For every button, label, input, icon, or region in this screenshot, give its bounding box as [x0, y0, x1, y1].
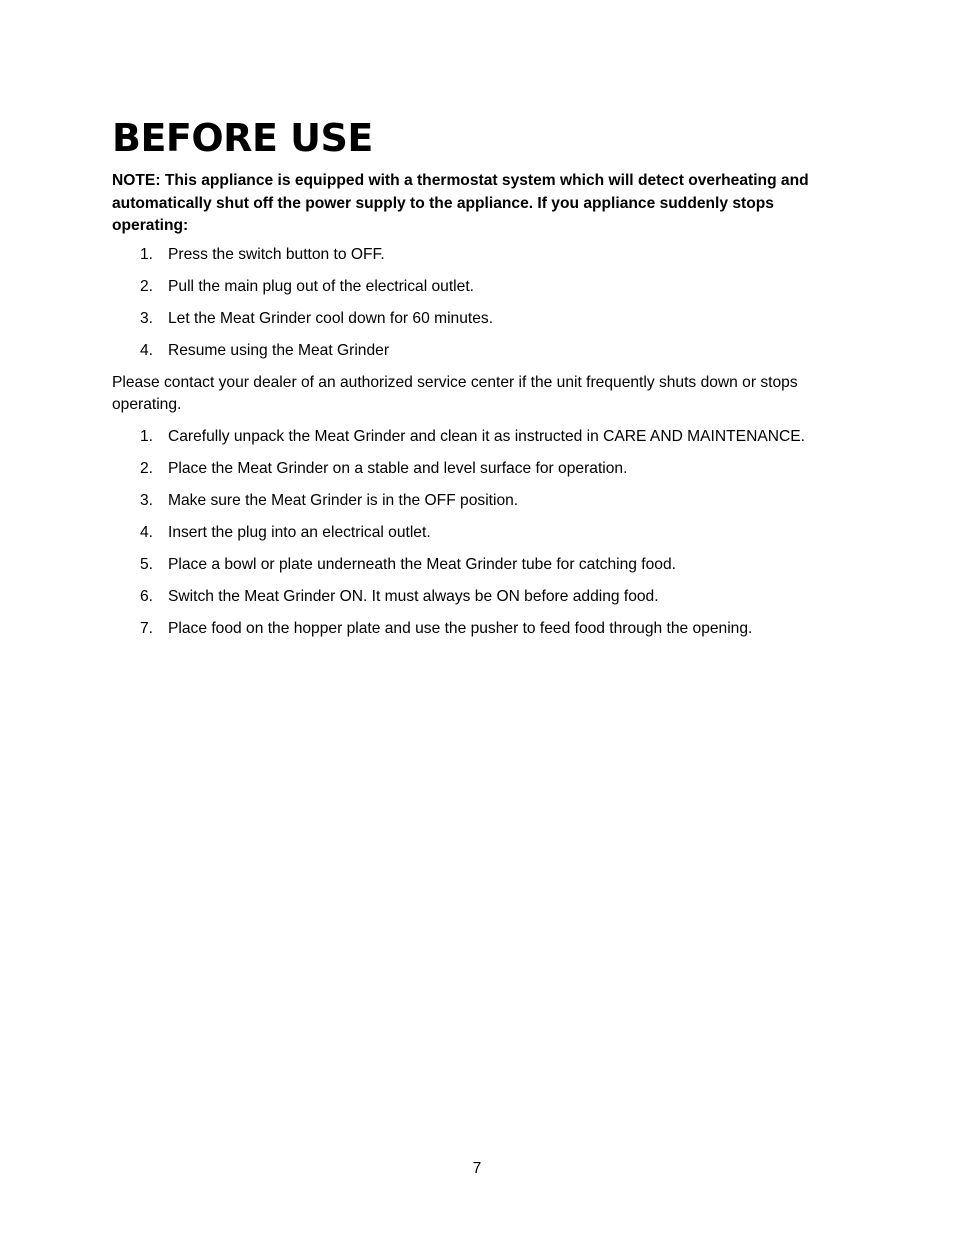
list-item-text: Let the Meat Grinder cool down for 60 minutes. — [168, 309, 494, 327]
list-item — [112, 522, 852, 545]
list-item-text: Carefully unpack the Meat Grinder and clean it as instructed in CARE AND MAINTENANCE. — [168, 427, 805, 445]
list-item-number: 2. — [140, 459, 154, 477]
list-item-text: Pull the main plug out of the electrical outlet. — [168, 277, 474, 295]
list-item-number: 3. — [140, 491, 154, 509]
list-item-text: Place a bowl or plate underneath the Meat Grinder tube for catching food. — [168, 555, 676, 573]
page-title: BEFORE USE — [112, 116, 373, 160]
list-item-text: Insert the plug into an electrical outlet. — [168, 523, 431, 541]
list-item-text: Switch the Meat Grinder ON. It must always be ON before adding food. — [168, 587, 659, 605]
list-item — [112, 618, 852, 641]
list-item-number: 1. — [140, 245, 154, 263]
list-item-text: Make sure the Meat Grinder is in the OFF position. — [168, 491, 519, 509]
contact-paragraph: Please contact your dealer of an authorized service center if the unit frequently shuts down or stops operating. — [112, 373, 798, 413]
list-item — [112, 458, 852, 481]
list-item — [112, 554, 852, 577]
list-item — [112, 244, 852, 267]
list-item-number: 6. — [140, 587, 154, 605]
list-item-number: 1. — [140, 427, 154, 445]
list-item-number: 4. — [140, 341, 154, 359]
list-item-number: 2. — [140, 277, 154, 295]
list-item — [112, 308, 852, 331]
list-item-number: 7. — [140, 619, 154, 637]
document-page — [112, 112, 852, 650]
list-item-number: 5. — [140, 555, 154, 573]
list-item — [112, 490, 852, 513]
list-item-text: Place food on the hopper plate and use the pusher to feed food through the opening. — [168, 619, 753, 637]
usage-steps-list — [112, 426, 852, 641]
list-item-text: Place the Meat Grinder on a stable and level surface for operation. — [168, 459, 628, 477]
list-item — [112, 276, 852, 299]
overheat-steps-list — [112, 244, 852, 363]
list-item — [112, 340, 852, 363]
page-number: 7 — [472, 1160, 482, 1177]
list-item-text: Resume using the Meat Grinder — [168, 341, 390, 359]
list-item-text: Press the switch button to OFF. — [168, 245, 385, 263]
list-item-number: 3. — [140, 309, 154, 327]
list-item — [112, 586, 852, 609]
list-item-number: 4. — [140, 523, 154, 541]
thermostat-note: NOTE: This appliance is equipped with a thermostat system which will detect overheating and automatically shut off the power supply to the appliance. If you appliance suddenly stops operating: — [112, 172, 809, 234]
list-item — [112, 426, 852, 449]
